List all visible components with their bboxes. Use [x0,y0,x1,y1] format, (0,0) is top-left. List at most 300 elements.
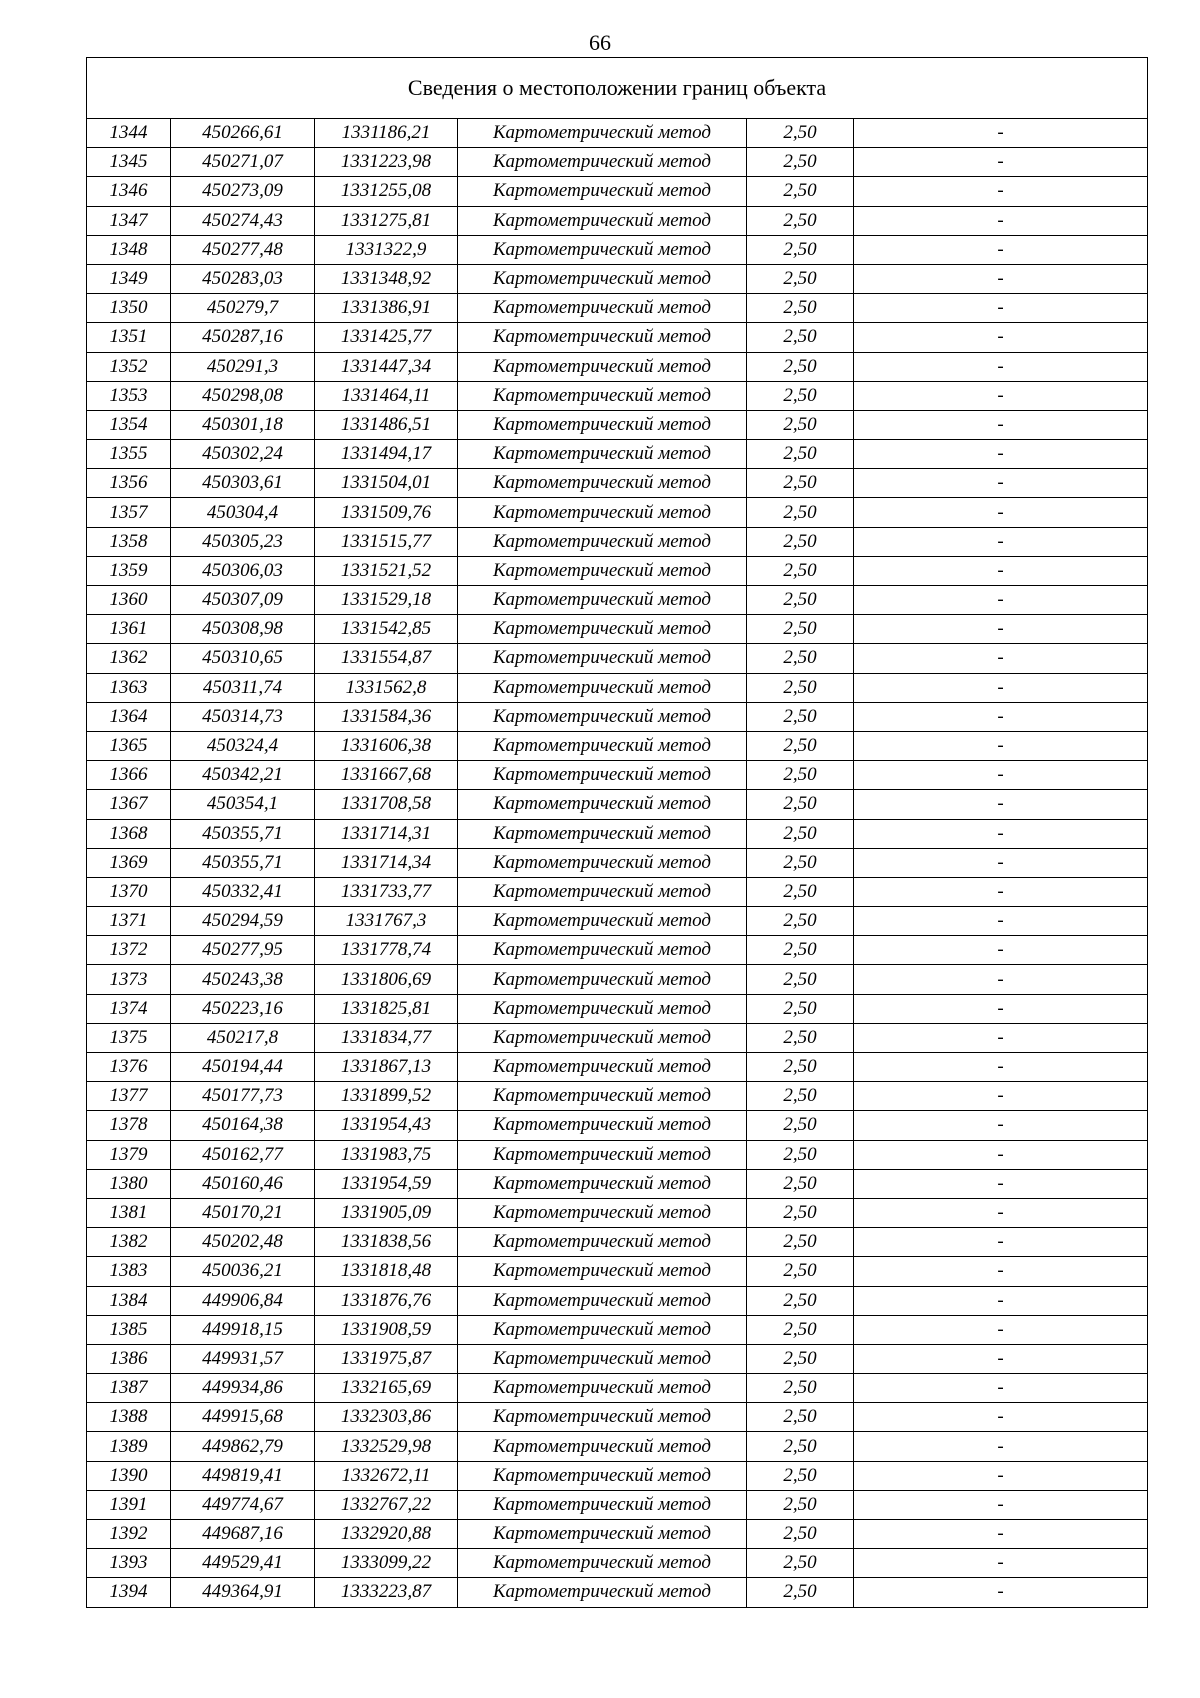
point-number-cell: 1383 [87,1257,171,1286]
point-number-cell: 1375 [87,1023,171,1052]
x-coordinate-cell: 450164,38 [171,1111,315,1140]
table-row [87,1403,1148,1432]
accuracy-cell: 2,50 [747,1023,854,1052]
description-cell: - [854,877,1148,906]
x-coordinate-cell: 450160,46 [171,1169,315,1198]
method-cell: Картометрический метод [458,177,747,206]
method-cell: Картометрический метод [458,994,747,1023]
y-coordinate-cell: 1333099,22 [315,1549,458,1578]
table-row [87,1082,1148,1111]
x-coordinate-cell: 450342,21 [171,761,315,790]
description-cell: - [854,206,1148,235]
method-cell: Картометрический метод [458,352,747,381]
x-coordinate-cell: 450217,8 [171,1023,315,1052]
table-row [87,615,1148,644]
accuracy-cell: 2,50 [747,1315,854,1344]
method-cell: Картометрический метод [458,498,747,527]
accuracy-cell: 2,50 [747,936,854,965]
accuracy-cell: 2,50 [747,177,854,206]
accuracy-cell: 2,50 [747,498,854,527]
y-coordinate-cell: 1331504,01 [315,469,458,498]
method-cell: Картометрический метод [458,1315,747,1344]
y-coordinate-cell: 1331778,74 [315,936,458,965]
description-cell: - [854,323,1148,352]
table-row [87,1198,1148,1227]
description-cell: - [854,936,1148,965]
description-cell: - [854,1374,1148,1403]
accuracy-cell: 2,50 [747,615,854,644]
x-coordinate-cell: 449774,67 [171,1490,315,1519]
accuracy-cell: 2,50 [747,790,854,819]
point-number-cell: 1354 [87,410,171,439]
point-number-cell: 1391 [87,1490,171,1519]
description-cell: - [854,1140,1148,1169]
y-coordinate-cell: 1331348,92 [315,264,458,293]
method-cell: Картометрический метод [458,965,747,994]
point-number-cell: 1358 [87,527,171,556]
point-number-cell: 1365 [87,731,171,760]
accuracy-cell: 2,50 [747,323,854,352]
description-cell: - [854,235,1148,264]
x-coordinate-cell: 450306,03 [171,556,315,585]
y-coordinate-cell: 1331425,77 [315,323,458,352]
table-row [87,235,1148,264]
point-number-cell: 1366 [87,761,171,790]
table-row [87,848,1148,877]
x-coordinate-cell: 450194,44 [171,1053,315,1082]
table-row [87,1257,1148,1286]
table-row [87,1111,1148,1140]
x-coordinate-cell: 449918,15 [171,1315,315,1344]
x-coordinate-cell: 450307,09 [171,586,315,615]
method-cell: Картометрический метод [458,294,747,323]
accuracy-cell: 2,50 [747,1432,854,1461]
accuracy-cell: 2,50 [747,586,854,615]
x-coordinate-cell: 450304,4 [171,498,315,527]
x-coordinate-cell: 450273,09 [171,177,315,206]
method-cell: Картометрический метод [458,235,747,264]
table-row [87,264,1148,293]
x-coordinate-cell: 450314,73 [171,702,315,731]
method-cell: Картометрический метод [458,206,747,235]
description-cell: - [854,352,1148,381]
method-cell: Картометрический метод [458,1549,747,1578]
accuracy-cell: 2,50 [747,1257,854,1286]
y-coordinate-cell: 1331223,98 [315,148,458,177]
y-coordinate-cell: 1331975,87 [315,1344,458,1373]
table-row [87,1053,1148,1082]
y-coordinate-cell: 1331509,76 [315,498,458,527]
method-cell: Картометрический метод [458,761,747,790]
point-number-cell: 1347 [87,206,171,235]
y-coordinate-cell: 1331954,59 [315,1169,458,1198]
y-coordinate-cell: 1331255,08 [315,177,458,206]
description-cell: - [854,731,1148,760]
method-cell: Картометрический метод [458,1228,747,1257]
table-row [87,1228,1148,1257]
accuracy-cell: 2,50 [747,1140,854,1169]
point-number-cell: 1388 [87,1403,171,1432]
method-cell: Картометрический метод [458,1374,747,1403]
point-number-cell: 1394 [87,1578,171,1607]
y-coordinate-cell: 1331834,77 [315,1023,458,1052]
y-coordinate-cell: 1331606,38 [315,731,458,760]
table-row [87,410,1148,439]
y-coordinate-cell: 1331386,91 [315,294,458,323]
description-cell: - [854,177,1148,206]
accuracy-cell: 2,50 [747,1461,854,1490]
y-coordinate-cell: 1331486,51 [315,410,458,439]
x-coordinate-cell: 450036,21 [171,1257,315,1286]
description-cell: - [854,410,1148,439]
description-cell: - [854,615,1148,644]
point-number-cell: 1360 [87,586,171,615]
method-cell: Картометрический метод [458,148,747,177]
method-cell: Картометрический метод [458,323,747,352]
description-cell: - [854,1315,1148,1344]
y-coordinate-cell: 1331825,81 [315,994,458,1023]
x-coordinate-cell: 450274,43 [171,206,315,235]
accuracy-cell: 2,50 [747,352,854,381]
method-cell: Картометрический метод [458,1169,747,1198]
x-coordinate-cell: 450202,48 [171,1228,315,1257]
table-row [87,586,1148,615]
y-coordinate-cell: 1331908,59 [315,1315,458,1344]
table-row [87,994,1148,1023]
x-coordinate-cell: 450279,7 [171,294,315,323]
point-number-cell: 1359 [87,556,171,585]
accuracy-cell: 2,50 [747,1374,854,1403]
y-coordinate-cell: 1331515,77 [315,527,458,556]
method-cell: Картометрический метод [458,381,747,410]
method-cell: Картометрический метод [458,1286,747,1315]
x-coordinate-cell: 449819,41 [171,1461,315,1490]
point-number-cell: 1367 [87,790,171,819]
description-cell: - [854,1257,1148,1286]
table-row [87,1432,1148,1461]
description-cell: - [854,1432,1148,1461]
table-row [87,1023,1148,1052]
method-cell: Картометрический метод [458,1432,747,1461]
accuracy-cell: 2,50 [747,848,854,877]
method-cell: Картометрический метод [458,264,747,293]
description-cell: - [854,907,1148,936]
y-coordinate-cell: 1331275,81 [315,206,458,235]
description-cell: - [854,1286,1148,1315]
method-cell: Картометрический метод [458,119,747,148]
table-row [87,1374,1148,1403]
description-cell: - [854,644,1148,673]
method-cell: Картометрический метод [458,1578,747,1607]
accuracy-cell: 2,50 [747,440,854,469]
table-row [87,1344,1148,1373]
table-row [87,936,1148,965]
point-number-cell: 1380 [87,1169,171,1198]
method-cell: Картометрический метод [458,410,747,439]
method-cell: Картометрический метод [458,527,747,556]
y-coordinate-cell: 1333223,87 [315,1578,458,1607]
description-cell: - [854,761,1148,790]
table-row [87,1520,1148,1549]
x-coordinate-cell: 449934,86 [171,1374,315,1403]
accuracy-cell: 2,50 [747,1286,854,1315]
accuracy-cell: 2,50 [747,381,854,410]
point-number-cell: 1390 [87,1461,171,1490]
accuracy-cell: 2,50 [747,1228,854,1257]
table-row [87,440,1148,469]
x-coordinate-cell: 450294,59 [171,907,315,936]
accuracy-cell: 2,50 [747,410,854,439]
accuracy-cell: 2,50 [747,469,854,498]
table-row [87,1549,1148,1578]
x-coordinate-cell: 450283,03 [171,264,315,293]
accuracy-cell: 2,50 [747,206,854,235]
point-number-cell: 1370 [87,877,171,906]
point-number-cell: 1344 [87,119,171,148]
method-cell: Картометрический метод [458,731,747,760]
table-row [87,965,1148,994]
point-number-cell: 1376 [87,1053,171,1082]
method-cell: Картометрический метод [458,1111,747,1140]
method-cell: Картометрический метод [458,1257,747,1286]
description-cell: - [854,527,1148,556]
y-coordinate-cell: 1331867,13 [315,1053,458,1082]
description-cell: - [854,1520,1148,1549]
point-number-cell: 1378 [87,1111,171,1140]
method-cell: Картометрический метод [458,1082,747,1111]
point-number-cell: 1363 [87,673,171,702]
description-cell: - [854,790,1148,819]
accuracy-cell: 2,50 [747,731,854,760]
point-number-cell: 1345 [87,148,171,177]
accuracy-cell: 2,50 [747,235,854,264]
table-row [87,702,1148,731]
x-coordinate-cell: 449915,68 [171,1403,315,1432]
table-row [87,1578,1148,1607]
x-coordinate-cell: 450355,71 [171,848,315,877]
method-cell: Картометрический метод [458,615,747,644]
table-row [87,556,1148,585]
accuracy-cell: 2,50 [747,294,854,323]
y-coordinate-cell: 1331542,85 [315,615,458,644]
x-coordinate-cell: 449529,41 [171,1549,315,1578]
method-cell: Картометрический метод [458,1344,747,1373]
method-cell: Картометрический метод [458,1198,747,1227]
description-cell: - [854,148,1148,177]
description-cell: - [854,1198,1148,1227]
x-coordinate-cell: 450308,98 [171,615,315,644]
table-row [87,1140,1148,1169]
point-number-cell: 1362 [87,644,171,673]
table-row [87,323,1148,352]
method-cell: Картометрический метод [458,586,747,615]
method-cell: Картометрический метод [458,440,747,469]
x-coordinate-cell: 450287,16 [171,323,315,352]
point-number-cell: 1385 [87,1315,171,1344]
accuracy-cell: 2,50 [747,1111,854,1140]
y-coordinate-cell: 1331186,21 [315,119,458,148]
x-coordinate-cell: 449687,16 [171,1520,315,1549]
x-coordinate-cell: 449931,57 [171,1344,315,1373]
description-cell: - [854,440,1148,469]
description-cell: - [854,702,1148,731]
description-cell: - [854,1549,1148,1578]
method-cell: Картометрический метод [458,1403,747,1432]
y-coordinate-cell: 1331818,48 [315,1257,458,1286]
description-cell: - [854,498,1148,527]
accuracy-cell: 2,50 [747,1344,854,1373]
description-cell: - [854,264,1148,293]
y-coordinate-cell: 1331714,34 [315,848,458,877]
point-number-cell: 1350 [87,294,171,323]
x-coordinate-cell: 450302,24 [171,440,315,469]
point-number-cell: 1346 [87,177,171,206]
accuracy-cell: 2,50 [747,702,854,731]
point-number-cell: 1374 [87,994,171,1023]
accuracy-cell: 2,50 [747,673,854,702]
point-number-cell: 1389 [87,1432,171,1461]
table-row [87,907,1148,936]
point-number-cell: 1368 [87,819,171,848]
method-cell: Картометрический метод [458,702,747,731]
method-cell: Картометрический метод [458,1490,747,1519]
accuracy-cell: 2,50 [747,1549,854,1578]
x-coordinate-cell: 450266,61 [171,119,315,148]
accuracy-cell: 2,50 [747,1520,854,1549]
x-coordinate-cell: 450324,4 [171,731,315,760]
description-cell: - [854,965,1148,994]
method-cell: Картометрический метод [458,1520,747,1549]
table-row [87,1490,1148,1519]
table-row [87,206,1148,235]
boundary-coordinates-table [86,57,1148,1608]
y-coordinate-cell: 1331767,3 [315,907,458,936]
table-row [87,177,1148,206]
x-coordinate-cell: 450291,3 [171,352,315,381]
x-coordinate-cell: 450355,71 [171,819,315,848]
y-coordinate-cell: 1331806,69 [315,965,458,994]
accuracy-cell: 2,50 [747,148,854,177]
y-coordinate-cell: 1331838,56 [315,1228,458,1257]
method-cell: Картометрический метод [458,1053,747,1082]
point-number-cell: 1371 [87,907,171,936]
table-row [87,790,1148,819]
x-coordinate-cell: 450311,74 [171,673,315,702]
table-row [87,469,1148,498]
description-cell: - [854,1344,1148,1373]
method-cell: Картометрический метод [458,790,747,819]
table-row [87,731,1148,760]
accuracy-cell: 2,50 [747,819,854,848]
point-number-cell: 1387 [87,1374,171,1403]
x-coordinate-cell: 450271,07 [171,148,315,177]
point-number-cell: 1392 [87,1520,171,1549]
y-coordinate-cell: 1331876,76 [315,1286,458,1315]
table-row [87,352,1148,381]
y-coordinate-cell: 1331447,34 [315,352,458,381]
x-coordinate-cell: 449906,84 [171,1286,315,1315]
table-row [87,673,1148,702]
point-number-cell: 1382 [87,1228,171,1257]
x-coordinate-cell: 450332,41 [171,877,315,906]
table-title: Сведения о местоположении границ объекта [87,58,1148,119]
y-coordinate-cell: 1331464,11 [315,381,458,410]
table-row [87,148,1148,177]
x-coordinate-cell: 450298,08 [171,381,315,410]
y-coordinate-cell: 1332672,11 [315,1461,458,1490]
y-coordinate-cell: 1331983,75 [315,1140,458,1169]
description-cell: - [854,586,1148,615]
point-number-cell: 1393 [87,1549,171,1578]
description-cell: - [854,1169,1148,1198]
y-coordinate-cell: 1331714,31 [315,819,458,848]
accuracy-cell: 2,50 [747,644,854,673]
accuracy-cell: 2,50 [747,877,854,906]
point-number-cell: 1348 [87,235,171,264]
accuracy-cell: 2,50 [747,965,854,994]
description-cell: - [854,294,1148,323]
method-cell: Картометрический метод [458,877,747,906]
point-number-cell: 1357 [87,498,171,527]
y-coordinate-cell: 1331494,17 [315,440,458,469]
description-cell: - [854,1111,1148,1140]
point-number-cell: 1361 [87,615,171,644]
x-coordinate-cell: 450223,16 [171,994,315,1023]
y-coordinate-cell: 1331899,52 [315,1082,458,1111]
description-cell: - [854,673,1148,702]
point-number-cell: 1364 [87,702,171,731]
accuracy-cell: 2,50 [747,1169,854,1198]
description-cell: - [854,469,1148,498]
y-coordinate-cell: 1332767,22 [315,1490,458,1519]
description-cell: - [854,381,1148,410]
table-row [87,644,1148,673]
point-number-cell: 1351 [87,323,171,352]
accuracy-cell: 2,50 [747,264,854,293]
y-coordinate-cell: 1331905,09 [315,1198,458,1227]
point-number-cell: 1379 [87,1140,171,1169]
point-number-cell: 1372 [87,936,171,965]
table-row [87,381,1148,410]
description-cell: - [854,994,1148,1023]
y-coordinate-cell: 1332303,86 [315,1403,458,1432]
x-coordinate-cell: 450301,18 [171,410,315,439]
description-cell: - [854,119,1148,148]
accuracy-cell: 2,50 [747,556,854,585]
accuracy-cell: 2,50 [747,1053,854,1082]
point-number-cell: 1386 [87,1344,171,1373]
y-coordinate-cell: 1331733,77 [315,877,458,906]
description-cell: - [854,819,1148,848]
table-title-row [87,58,1148,119]
point-number-cell: 1369 [87,848,171,877]
accuracy-cell: 2,50 [747,119,854,148]
table-row [87,527,1148,556]
accuracy-cell: 2,50 [747,761,854,790]
x-coordinate-cell: 449364,91 [171,1578,315,1607]
method-cell: Картометрический метод [458,1140,747,1169]
point-number-cell: 1356 [87,469,171,498]
description-cell: - [854,1490,1148,1519]
accuracy-cell: 2,50 [747,1403,854,1432]
y-coordinate-cell: 1332529,98 [315,1432,458,1461]
description-cell: - [854,1023,1148,1052]
point-number-cell: 1353 [87,381,171,410]
x-coordinate-cell: 450310,65 [171,644,315,673]
description-cell: - [854,1403,1148,1432]
method-cell: Картометрический метод [458,644,747,673]
description-cell: - [854,848,1148,877]
